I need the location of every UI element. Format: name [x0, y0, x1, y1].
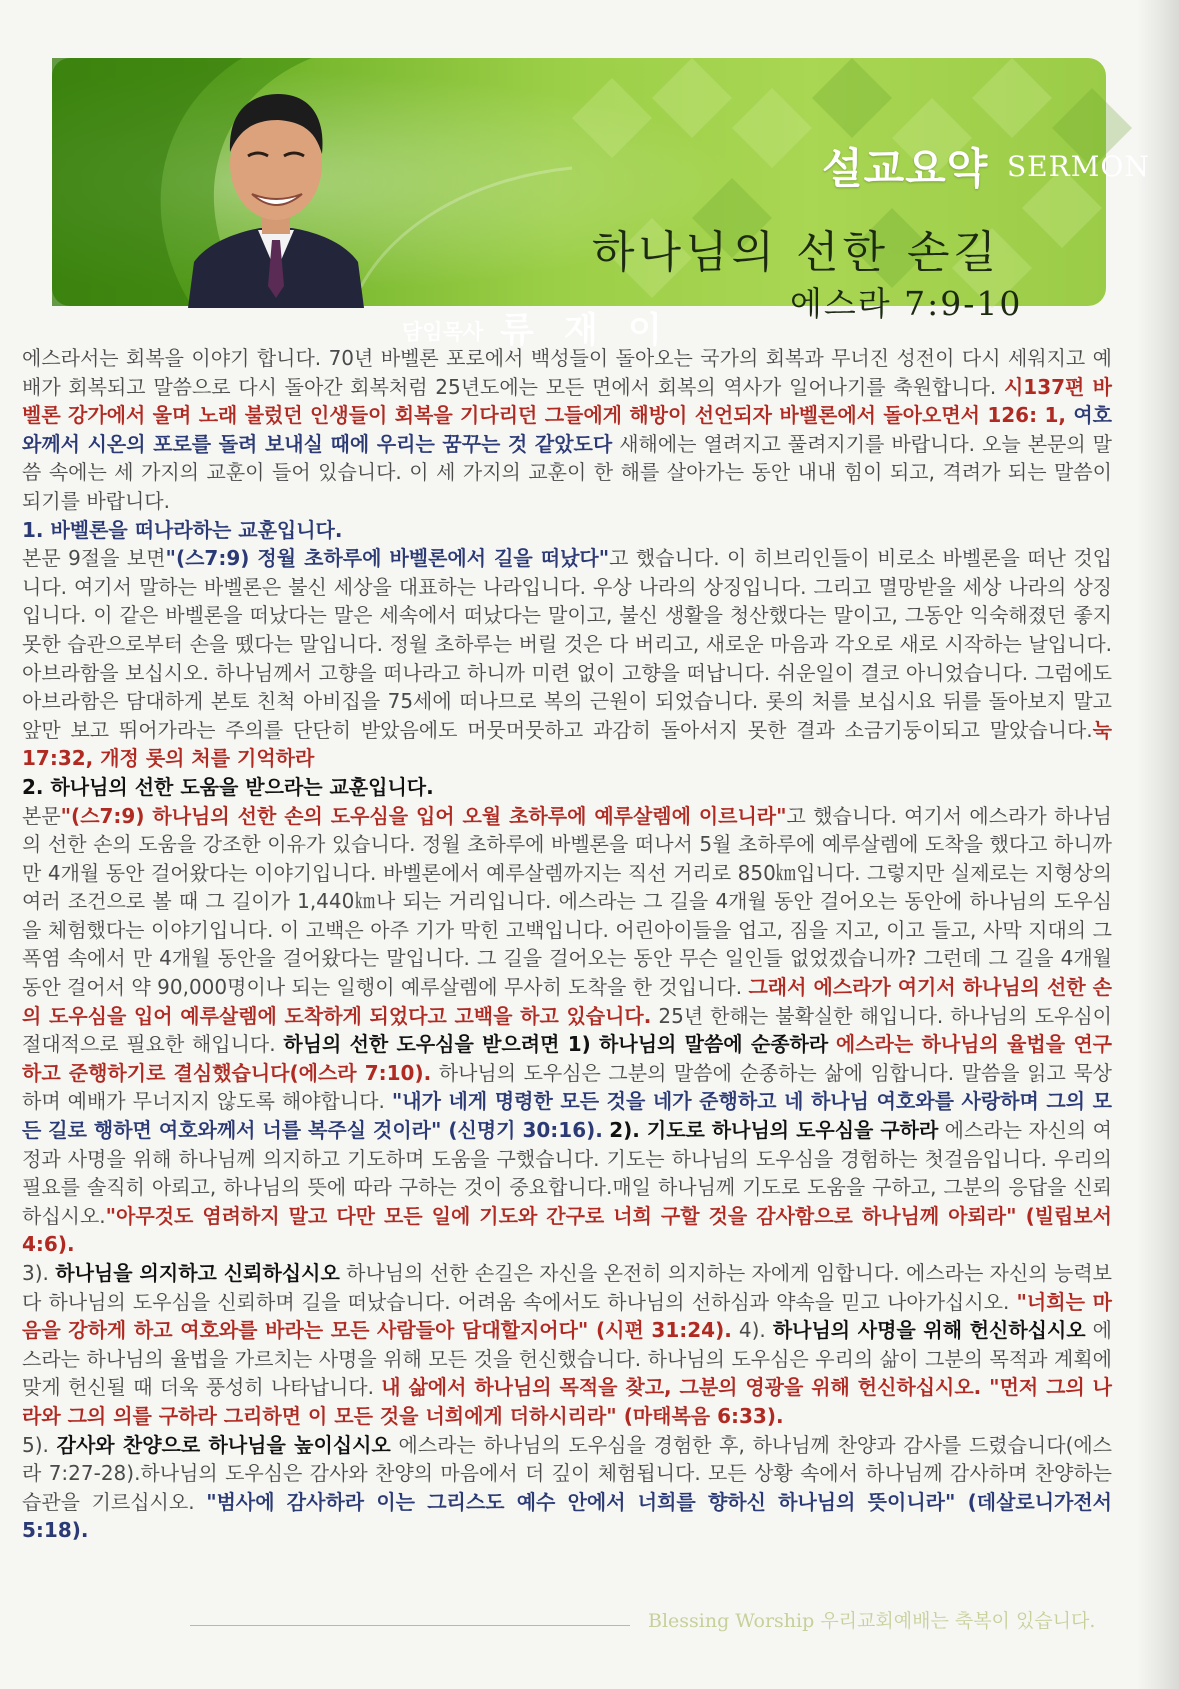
footer-slogan: Blessing Worship 우리교회예배는 축복이 있습니다.: [648, 1610, 1096, 1632]
emphasis-text: 하님의 선한 도우심을 받으려면 1) 하나님의 말씀에 순종하라: [283, 1032, 829, 1057]
emphasis-text: 1. 바벨론을 떠나라하는 교훈입니다.: [22, 517, 343, 542]
body-text: 고 했습니다. 여기서 에스라가 하나님의 선한 손의 도움을 강조한 이유가 있습니다. 정월 초하루에 바벨론을 떠나서 5월 초하루에 예루살렘에 도착을 했다고 하니까 만 4개월 동안 걸어왔다는 이야기입니다. 바벨론에서 예루살렘까지는 직선 거리로 850㎞입니다. 그렇지만 실제로는 지형상의 여러 조건으로 볼 때 그 길이가 1,440㎞나 되는 거리입니다. 에스라는 그 길을 4개월 동안 걸어오는 동안에 하나님의 도우심을 체험했다는 이야기입니다. 이 고백은 아주 기가 막힌 고백입니다. 어린아이들을 업고, 짐을 지고, 이고 들고, 사막 지대의 그 폭염 속에서 만 4개월 동안을 걸어왔다는 말입니다. 그 길을 걸어오는 동안 무슨 일인들 없었겠습니까? 그런데 그 길을 4개월 동안 걸어서 약 90,000명이나 되는 일행이 예루살렘에 무사히 도착을 한 것입니다.: [22, 803, 1112, 1000]
emphasis-text: 그래서 에스라가 여기서 하나님의 선한 손의 도우심을 입어 예루살렘에 도착하게 되었다고 고백을 하고 있습니다.: [22, 975, 1112, 1028]
body-paragraph: [22, 1431, 1112, 1545]
body-text: 새해에는 열려지고 풀려지기를 바랍니다. 오늘 본문의 말씀 속에는 세 가지의 교훈이 들어 있습니다. 이 세 가지의 교훈이 한 해를 살아가는 동안 내내 힘이 되고, 격려가 되는 말씀이 되기를 바랍니다.: [22, 431, 1112, 513]
emphasis-text: 2). 기도로 하나님의 도우심을 구하라: [609, 1118, 939, 1143]
body-text: 하나님의 도우심은 그분의 말씀에 순종하는 삶에 임합니다. 말씀을 읽고 묵상하며 예배가 무너지지 않도록 해야합니다.: [22, 1060, 1112, 1114]
emphasis-text: "너희는 마음을 강하게 하고 여호와를 바라는 모든 사람들아 담대할지어다" (시편 31:24).: [22, 1289, 1112, 1343]
category-title: 설교요약: [822, 144, 989, 193]
body-text: 본문: [22, 803, 61, 828]
emphasis-text: "(스7:9) 정월 초하루에 바벨론에서 길을 떠났다": [165, 546, 610, 571]
body-text: [828, 1032, 836, 1056]
body-text: 고 했습니다. 이 히브리인들이 비로소 바벨론을 떠난 것입니다. 여기서 말하는 바벨론은 불신 세상을 대표하는 나라입니다. 우상 나라의 상징입니다. 그리고 멸망받을 세상 나라의 상징입니다. 이 같은 바벨론을 떠났다는 말은 세속에서 떠났다는 말이고, 불신 생활을 청산했다는 말이고, 그동안 익숙해졌던 좋지 못한 습관으로부터 손을 뗐다는 말입니다. 정월 초하루는 버릴 것은 다 버리고, 새로운 마음과 각오로 새로 시작하는 날입니다. 아브라함을 보십시오. 하나님께서 고향을 떠나라고 하니까 미련 없이 고향을 떠납니다. 쉬운일이 결코 아니었습니다. 그럼에도 아브라함은 담대하게 본토 친척 아비집을 75세에 떠나므로 복의 근원이 되었습니다. 롯의 처를 보십시요 뒤를 돌아보지 말고 앞만 보고 뛰어가라는 주의를 단단히 받았음에도 머뭇머뭇하고 과감히 돌아서지 못한 결과 소금기둥이되고 말았습니다.: [22, 546, 1112, 742]
body-paragraph: [22, 1259, 1112, 1431]
body-text: 에스라는 하나님의 도우심을 경험한 후, 하나님께 찬양과 감사를 드렸습니다(에스라 7:27-28).하나님의 도우심은 감사와 찬양의 마음에서 더 깊이 체험됩니다. 모든 상황 속에서 하나님께 감사하며 찬양하는 습관을 기르십시오.: [22, 1432, 1113, 1514]
body-paragraph: [22, 516, 1112, 545]
body-text: 3).: [22, 1261, 56, 1285]
emphasis-text: 감사와 찬양으로 하나님을 높이십시오: [56, 1432, 391, 1457]
emphasis-text: 2. 하나님의 선한 도움을 받으라는 교훈입니다.: [22, 774, 434, 799]
emphasis-text: 에스라는 하나님의 율법을 연구하고 준행하기로 결심했습니다(에스라 7:10).: [22, 1032, 1112, 1085]
body-paragraph: [22, 544, 1112, 773]
body-text: 에스라서는 회복을 이야기 합니다. 70년 바벨론 포로에서 백성들이 돌아오는 국가의 회복과 무너진 성전이 다시 세워지고 예배가 회복되고 말씀으로 다시 돌아간 회복처럼 25년도에는 모든 면에서 회복의 역사가 일어나기를 축원합니다.: [22, 346, 1112, 399]
pastor-name: 류 재 이: [500, 311, 671, 351]
scripture-reference: 에스라 7:9-10: [790, 284, 1023, 323]
body-text: 본문 9절을 보면: [22, 546, 166, 571]
emphasis-text: 시137편 바벨론 강가에서 울며 노래 불렀던 인생들이 회복을 기다리던 그들에게 해방이 선언되자 바벨론에서 돌아오면서 126: 1,: [22, 374, 1112, 428]
pastor-portrait: [188, 72, 364, 308]
body-text: 5).: [22, 1432, 57, 1457]
category-english: SERMON: [1007, 150, 1150, 183]
emphasis-text: 하나님의 사명을 위해 헌신하십시오: [772, 1318, 1086, 1343]
body-text: 에스라는 하나님의 율법을 가르치는 사명을 위해 모든 것을 헌신했습니다. 하나님의 도우심은 우리의 삶이 그분의 목적과 계획에 맞게 헌신될 때 더욱 풍성히 나타납니다.: [22, 1318, 1112, 1400]
sermon-body: [22, 344, 1112, 1545]
emphasis-text: "범사에 감사하라 이는 그리스도 예수 안에서 너희를 향하신 하나님의 뜻이니라" (데살로니가전서 5:18).: [22, 1489, 1112, 1543]
body-text: 25년 한해는 불확실한 해입니다. 하나님의 도우심이 절대적으로 필요한 해입니다.: [22, 1003, 1112, 1057]
emphasis-text: 내 삶에서 하나님의 목적을 찾고, 그분의 영광을 위해 헌신하십시오. "먼저 그의 나라와 그의 의를 구하라 그리하면 이 모든 것을 너희에게 더하시리라" (마태복음 6:33).: [22, 1375, 1112, 1428]
body-paragraph: [22, 773, 1112, 802]
pastor-role: 담임목사: [402, 320, 484, 344]
body-text: 에스라는 자신의 여정과 사명을 위해 하나님께 의지하고 기도하며 도움을 구했습니다. 기도는 하나님의 도우심을 경험하는 첫걸음입니다. 우리의 필요를 솔직히 아뢰고, 하나님의 뜻에 따라 구하는 것이 중요합니다.매일 하나님께 기도로 도움을 구하고, 그분의 응답을 신뢰하십시오.: [22, 1118, 1112, 1228]
page-edge-shadow: [1137, 0, 1179, 1689]
body-paragraph: [22, 344, 1112, 516]
sermon-header-banner: [52, 58, 1150, 351]
body-paragraph: [22, 802, 1112, 1260]
body-text: 하나님의 선한 손길은 자신을 온전히 의지하는 자에게 임합니다. 에스라는 자신의 능력보다 하나님의 도우심을 신뢰하며 길을 떠났습니다. 어려움 속에서도 하나님의 선하심과 약속을 믿고 나아가십시오.: [22, 1261, 1112, 1314]
emphasis-text: "(스7:9) 하나님의 선한 손의 도우심을 입어 오월 초하루에 예루살렘에 이르니라": [60, 803, 787, 828]
emphasis-text: "내가 네게 명령한 모든 것을 네가 준행하고 네 하나님 여호와를 사랑하며 그의 모든 길로 행하면 여호와께서 너를 복주실 것이라" (신명기 30:16).: [22, 1089, 1112, 1143]
emphasis-text: 여호와께서 시온의 포로를 돌려 보내실 때에 우리는 꿈꾸는 것 같았도다: [22, 403, 1112, 456]
emphasis-text: "아무것도 염려하지 말고 다만 모든 일에 기도와 간구로 너희 구할 것을 감사함으로 하나님께 아뢰라" (빌립보서 4:6).: [22, 1203, 1112, 1257]
emphasis-text: 하나님을 의지하고 신뢰하십시오: [55, 1261, 340, 1285]
emphasis-text: 눅 17:32, 개정 롯의 처를 기억하라: [22, 717, 1112, 771]
sermon-title: 하나님의 선한 손길: [592, 227, 1001, 278]
footer-divider: [190, 1625, 630, 1626]
body-text: 4).: [731, 1318, 773, 1343]
